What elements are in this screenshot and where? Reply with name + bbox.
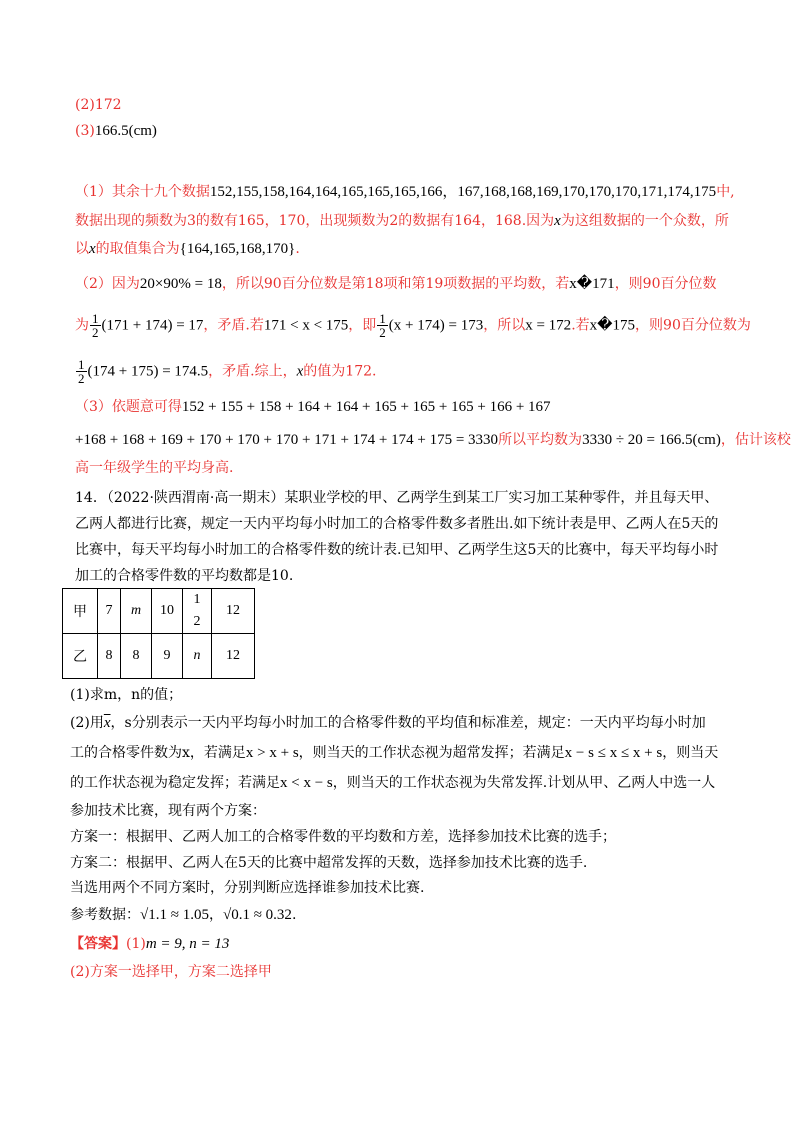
answer-14-line-1: 【答案】(1)m = 9, n = 13 <box>70 936 230 952</box>
answer-14-line-2: (2)方案一选择甲，方案二选择甲 <box>70 964 272 980</box>
table-row <box>63 634 255 679</box>
problem-14-line-4: 加工的合格零件数的平均数都是10. <box>75 568 294 584</box>
solution-3-line-2: +168 + 168 + 169 + 170 + 170 + 170 + 171 + 174 + 174 + 175 = 3330所以平均数为3330 ÷ 20 = 166.5(cm)，估计该校 <box>75 432 791 448</box>
fraction-half: $\frac{1}{2}$ <box>379 311 386 340</box>
question-2-line-4: 参加技术比赛，现有两个方案： <box>70 803 266 819</box>
table-cell: 8 <box>121 634 152 679</box>
answer-tag: 【答案】 <box>70 936 126 952</box>
problem-14-line-3: 比赛中，每天平均每小时加工的合格零件数的统计表.已知甲、乙两学生这5天的比赛中，每天平均每小时 <box>75 542 719 558</box>
table-cell: 7 <box>98 589 121 634</box>
stats-table <box>62 588 255 679</box>
table-cell: 12 <box>212 634 255 679</box>
table-cell: 10 <box>152 589 183 634</box>
table-cell: 9 <box>152 634 183 679</box>
problem-14-line-2: 乙两人都进行比赛，规定一天内平均每小时加工的合格零件数多者胜出.如下统计表是甲、乙两人在5天的 <box>75 516 719 532</box>
table-cell: m <box>121 589 152 634</box>
table-row <box>63 589 255 634</box>
problem-14-line-1: 14．（2022·陕西渭南·高一期末）某职业学校的甲、乙两学生到某工厂实习加工某种零件，并且每天甲、 <box>75 490 719 506</box>
solution-2-line-2: 为 $\frac{1}{2}$ (171 + 174) = 17，矛盾.若171 < x < 175，即 $\frac{1}{2}$ (x + 174) = 173，所以x = 172.若x�175，则90百分位数为 <box>75 311 751 340</box>
question-2-line-2: 工的合格零件数为x，若满足x > x + s，则当天的工作状态视为超常发挥；若满足x − s ≤ x ≤ x + s，则当天 <box>70 745 719 761</box>
solution-3-line-1: （3）依题意可得152 + 155 + 158 + 164 + 164 + 165 + 165 + 165 + 166 + 167 <box>75 399 551 415</box>
question-2-line-3: 的工作状态视为稳定发挥；若满足x < x − s，则当天的工作状态视为失常发挥.计划从甲、乙两人中选一人 <box>70 775 716 791</box>
table-cell: n <box>183 634 212 679</box>
fraction-half: $\frac{1}{2}$ <box>78 357 85 386</box>
answer-3: (3)166.5(cm) <box>75 123 157 139</box>
question-1: (1)求m，n的值； <box>70 687 183 703</box>
table-cell: 8 <box>98 634 121 679</box>
plan-2: 方案二：根据甲、乙两人在5天的比赛中超常发挥的天数，选择参加技术比赛的选手. <box>70 855 588 871</box>
solution-1-line-2: 数据出现的频数为3的数有165，170，出现频数为2的数据有164，168.因为x为这组数据的一个众数，所 <box>75 213 729 229</box>
solution-2-line-1: （2）因为20×90% = 18，所以90百分位数是第18项和第19项数据的平均数，若x�171，则90百分位数 <box>75 276 717 292</box>
reference-data: 参考数据：√1.1 ≈ 1.05，√0.1 ≈ 0.32. <box>70 907 297 923</box>
solution-1-line-3: 以x的取值集合为{164,165,168,170}. <box>75 241 300 257</box>
solution-2-line-3: $\frac{1}{2}$ (174 + 175) = 174.5，矛盾.综上，x的值为172. <box>78 357 377 386</box>
table-cell: 甲 <box>63 589 98 634</box>
fraction-half: $\frac{1}{2}$ <box>92 311 99 340</box>
answer-2: (2)172 <box>75 97 122 113</box>
table-cell: 12 <box>212 589 255 634</box>
solution-1-line-1: （1）其余十九个数据152,155,158,164,164,165,165,165,166，167,168,168,169,170,170,170,171,174,175中, <box>75 184 735 200</box>
table-cell-stacked: 1 2 <box>183 589 212 634</box>
instruction: 当选用两个不同方案时，分别判断应选择谁参加技术比赛. <box>70 880 425 896</box>
plan-1: 方案一：根据甲、乙两人加工的合格零件数的平均数和方差，选择参加技术比赛的选手； <box>70 829 616 845</box>
question-2-line-1: (2)用$\overline{x}$，s分别表示一天内平均每小时加工的合格零件数的平均值和标准差，规定：一天内平均每小时加 <box>70 715 706 731</box>
solution-3-line-3: 高一年级学生的平均身高. <box>75 460 234 476</box>
table-cell: 乙 <box>63 634 98 679</box>
